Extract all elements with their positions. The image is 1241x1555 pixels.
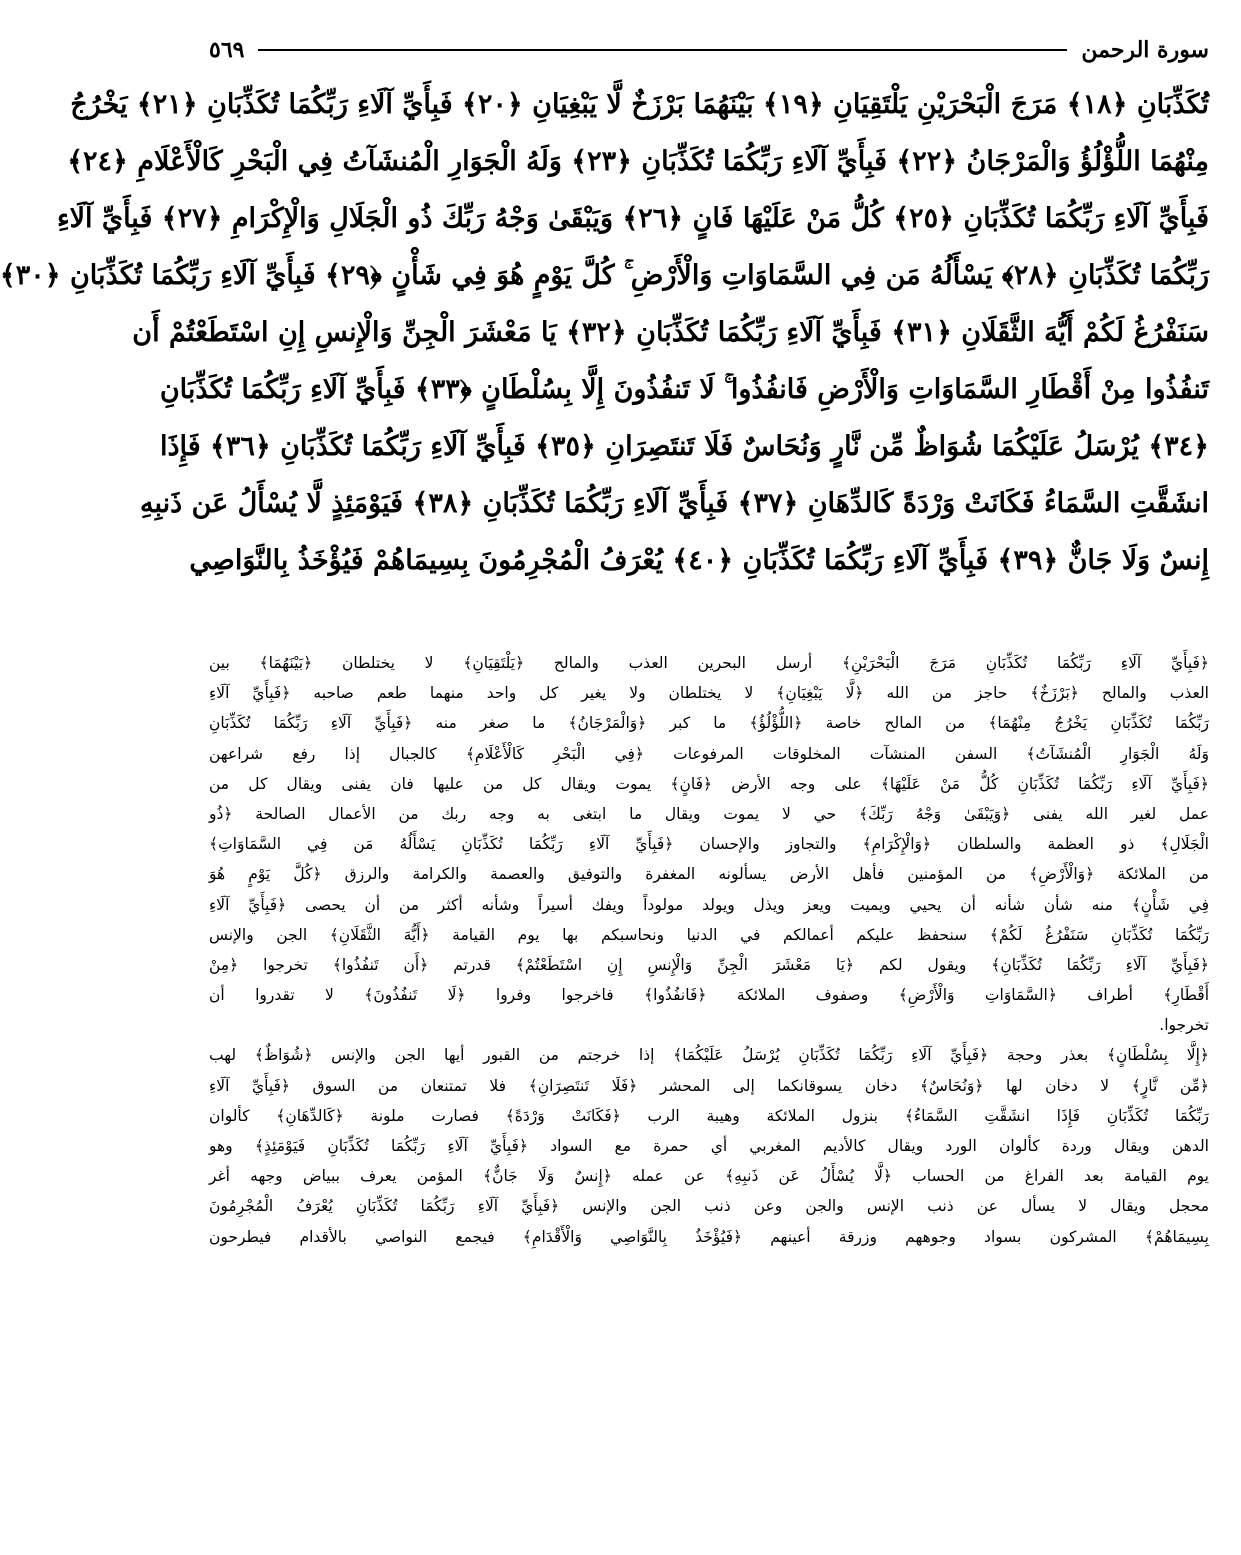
quran-line: تُكَذِّبَانِ ﴿١٨﴾ مَرَجَ الْبَحْرَيْنِ يَلْتَقِيَانِ ﴿١٩﴾ بَيْنَهُمَا بَرْزَخٌ لَّا يَبْغِيَانِ ﴿٢٠﴾ فَبِأَيِّ آلَاءِ رَبِّكُمَا تُكَذِّبَانِ ﴿٢١﴾ يَخْرُجُ: [70, 89, 1209, 120]
tafsir-line: الْجَلَالِ﴾ ذو العظمة والسلطان ﴿وَالْإِكْرَامِ﴾ والتجاوز والإحسان ﴿فَبِأَيِّ آلَاءِ رَبِّكُمَا تُكَذِّبَانِ يَسْأَلُهُ مَن فِي السَّمَاوَاتِ﴾: [209, 835, 1209, 854]
header-rule: [258, 49, 1067, 51]
tafsir-commentary: [209, 648, 1209, 1528]
tafsir-line: العذب والمالح ﴿بَرْزَخٌ﴾ حاجز من الله ﴿لَّا يَبْغِيَانِ﴾ لا يختلطان ولا يغير كل واحد منهما طعم صاحبه ﴿فَبِأَيِّ آلَاءِ: [209, 684, 1209, 703]
quran-text: [0, 76, 1209, 646]
tafsir-line: تخرجوا.: [1159, 1016, 1209, 1035]
page-number: ٥٦٩: [209, 37, 245, 63]
tafsir-line: ﴿إِلَّا بِسُلْطَانٍ﴾ بعذر وحجة ﴿فَبِأَيِّ آلَاءِ رَبِّكُمَا تُكَذِّبَانِ يُرْسَلُ عَلَيْكُمَا﴾ إذا خرجتم من القبور أيها الجن والإنس ﴿شُوَاظٌ﴾ لهب: [209, 1046, 1209, 1065]
tafsir-line: ﴿فَبِأَيِّ آلَاءِ رَبِّكُمَا تُكَذِّبَانِ﴾ ويقول لكم ﴿يَا مَعْشَرَ الْجِنِّ وَالْإِنسِ إِنِ اسْتَطَعْتُمْ﴾ قدرتم ﴿أَن تَنفُذُوا﴾ تخرجوا ﴿مِنْ: [209, 955, 1209, 974]
tafsir-line: رَبِّكُمَا تُكَذِّبَانِ فَإِذَا انشَقَّتِ السَّمَاءُ﴾ بنزول الملائكة وهيبة الرب ﴿فَكَانَتْ وَرْدَةً﴾ فصارت ملونة ﴿كَالدِّهَانِ﴾ كألوان: [209, 1106, 1209, 1125]
tafsir-line: عمل لغير الله يفنى ﴿وَيَبْقَىٰ وَجْهُ رَبِّكَ﴾ حي لا يموت ويقال ما ابتغى به وجه ربك من الأعمال الصالحة ﴿ذُو: [209, 804, 1209, 823]
tafsir-line: رَبِّكُمَا تُكَذِّبَانِ يَخْرُجُ مِنْهُمَا﴾ من المالح خاصة ﴿اللُّؤْلُؤُ﴾ ما كبر ﴿وَالْمَرْجَانُ﴾ ما صغر منه ﴿فَبِأَيِّ آلَاءِ رَبِّكُمَا تُكَذِّبَانِ: [209, 714, 1209, 733]
tafsir-line: رَبِّكُمَا تُكَذِّبَانِ سَنَفْرُغُ لَكُمْ﴾ سنحفظ عليكم أعمالكم في الدنيا ونحاسبكم بها يوم القيامة ﴿أَيُّهَ الثَّقَلَانِ﴾ الجن والإنس: [209, 925, 1209, 944]
quran-line: مِنْهُمَا اللُّؤْلُؤُ وَالْمَرْجَانُ ﴿٢٢﴾ فَبِأَيِّ آلَاءِ رَبِّكُمَا تُكَذِّبَانِ ﴿٢٣﴾ وَلَهُ الْجَوَارِ الْمُنشَآتُ فِي الْبَحْرِ كَالْأَعْلَامِ ﴿٢٤﴾: [67, 146, 1209, 177]
tafsir-line: يوم القيامة بعد الفراغ من الحساب ﴿لَّا يُسْأَلُ عَن ذَنبِهِ﴾ عن عمله ﴿إِنسٌ وَلَا جَانٌّ﴾ المؤمن يعرف ببياض وجهه أغر: [209, 1167, 1209, 1186]
tafsir-line: محجل ويقال لا يسأل عن ذنب الإنس والجن وعن ذنب الجن والإنس ﴿فَبِأَيِّ آلَاءِ رَبِّكُمَا تُكَذِّبَانِ يُعْرَفُ الْمُجْرِمُونَ: [209, 1197, 1209, 1216]
tafsir-line: الدهن ويقال وردة كألوان الورد ويقال كالأديم المغربي أي حمرة مع السواد ﴿فَبِأَيِّ آلَاءِ رَبِّكُمَا تُكَذِّبَانِ فَيَوْمَئِذٍ﴾ وهو: [209, 1137, 1209, 1155]
tafsir-line: ﴿فَبِأَيِّ آلَاءِ رَبِّكُمَا تُكَذِّبَانِ كُلُّ مَنْ عَلَيْهَا﴾ على وجه الأرض ﴿فَانٍ﴾ يموت ويقال كل من عليها فان يفنى ويقال كل من: [209, 774, 1209, 793]
mushaf-page: [0, 28, 1209, 1528]
tafsir-line: بِسِيمَاهُمْ﴾ المشركون بسواد وجوههم وزرقة أعينهم ﴿فَيُؤْخَذُ بِالنَّوَاصِي وَالْأَقْدَامِ﴾ فيجمع النواصي بالأقدام فيطرحون: [209, 1227, 1209, 1246]
quran-line: انشَقَّتِ السَّمَاءُ فَكَانَتْ وَرْدَةً كَالدِّهَانِ ﴿٣٧﴾ فَبِأَيِّ آلَاءِ رَبِّكُمَا تُكَذِّبَانِ ﴿٣٨﴾ فَيَوْمَئِذٍ لَّا يُسْأَلُ عَن ذَنبِهِ: [140, 488, 1209, 519]
quran-line: رَبِّكُمَا تُكَذِّبَانِ ﴿٢٨﴾ يَسْأَلُهُ مَن فِي السَّمَاوَاتِ وَالْأَرْضِ ۚ كُلَّ يَوْمٍ هُوَ فِي شَأْنٍ ﴿٢٩﴾ فَبِأَيِّ آلَاءِ رَبِّكُمَا تُكَذِّبَانِ ﴿٣٠﴾: [0, 260, 1209, 291]
tafsir-line: أَقْطَارِ﴾ أطراف ﴿السَّمَاوَاتِ وَالْأَرْضِ﴾ وصفوف الملائكة ﴿فَانفُذُوا﴾ فاخرجوا وفروا ﴿لَا تَنفُذُونَ﴾ لا تقدروا أن: [209, 986, 1209, 1005]
quran-line: تَنفُذُوا مِنْ أَقْطَارِ السَّمَاوَاتِ وَالْأَرْضِ فَانفُذُوا ۚ لَا تَنفُذُونَ إِلَّا بِسُلْطَانٍ ﴿٣٣﴾ فَبِأَيِّ آلَاءِ رَبِّكُمَا تُكَذِّبَانِ: [159, 374, 1209, 405]
tafsir-line: ﴿فَبِأَيِّ آلَاءِ رَبِّكُمَا تُكَذِّبَانِ مَرَجَ الْبَحْرَيْنِ﴾ أرسل البحرين العذب والمالح ﴿يَلْتَقِيَانِ﴾ لا يختلطان ﴿بَيْنَهُمَا﴾ بين: [209, 654, 1209, 672]
tafsir-line: وَلَهُ الْجَوَارِ الْمُنشَآتُ﴾ السفن المنشآت المخلوقات المرفوعات ﴿فِي الْبَحْرِ كَالْأَعْلَامِ﴾ كالجبال إذا رفع شراعهن: [209, 744, 1209, 763]
quran-line: إِنسٌ وَلَا جَانٌّ ﴿٣٩﴾ فَبِأَيِّ آلَاءِ رَبِّكُمَا تُكَذِّبَانِ ﴿٤٠﴾ يُعْرَفُ الْمُجْرِمُونَ بِسِيمَاهُمْ فَيُؤْخَذُ بِالنَّوَاصِي: [189, 545, 1209, 576]
tafsir-line: ﴿مِّن نَّارٍ﴾ لا دخان لها ﴿وَنُحَاسٌ﴾ دخان يسوقانكما إلى المحشر ﴿فَلَا تَنتَصِرَانِ﴾ فلا تمتنعان من السوق ﴿فَبِأَيِّ آلَاءِ: [209, 1076, 1209, 1095]
page-header: [209, 28, 1209, 72]
tafsir-line: فِي شَأْنٍ﴾ منه شأن شأنه أن يحيي ويميت ويعز ويذل ويولد مولوداً ويفك أسيراً وشأنه أكثر من أن يحصى ﴿فَبِأَيِّ آلَاءِ: [209, 895, 1209, 914]
surah-title: سورة الرحمن: [1081, 37, 1209, 63]
quran-line: فَبِأَيِّ آلَاءِ رَبِّكُمَا تُكَذِّبَانِ ﴿٢٥﴾ كُلُّ مَنْ عَلَيْهَا فَانٍ ﴿٢٦﴾ وَيَبْقَىٰ وَجْهُ رَبِّكَ ذُو الْجَلَالِ وَالْإِكْرَامِ ﴿٢٧﴾ فَبِأَيِّ آلَاءِ: [56, 203, 1209, 234]
quran-line: سَنَفْرُغُ لَكُمْ أَيُّهَ الثَّقَلَانِ ﴿٣١﴾ فَبِأَيِّ آلَاءِ رَبِّكُمَا تُكَذِّبَانِ ﴿٣٢﴾ يَا مَعْشَرَ الْجِنِّ وَالْإِنسِ إِنِ اسْتَطَعْتُمْ أَن: [132, 317, 1209, 348]
quran-line: ﴿٣٤﴾ يُرْسَلُ عَلَيْكُمَا شُوَاظٌ مِّن نَّارٍ وَنُحَاسٌ فَلَا تَنتَصِرَانِ ﴿٣٥﴾ فَبِأَيِّ آلَاءِ رَبِّكُمَا تُكَذِّبَانِ ﴿٣٦﴾ فَإِذَا: [159, 431, 1209, 462]
tafsir-line: من الملائكة ﴿وَالْأَرْضِ﴾ من المؤمنين فأهل الأرض يسألونه المغفرة والتوفيق والعصمة والكرامة والرزق ﴿كُلَّ يَوْمٍ هُوَ: [209, 865, 1209, 884]
